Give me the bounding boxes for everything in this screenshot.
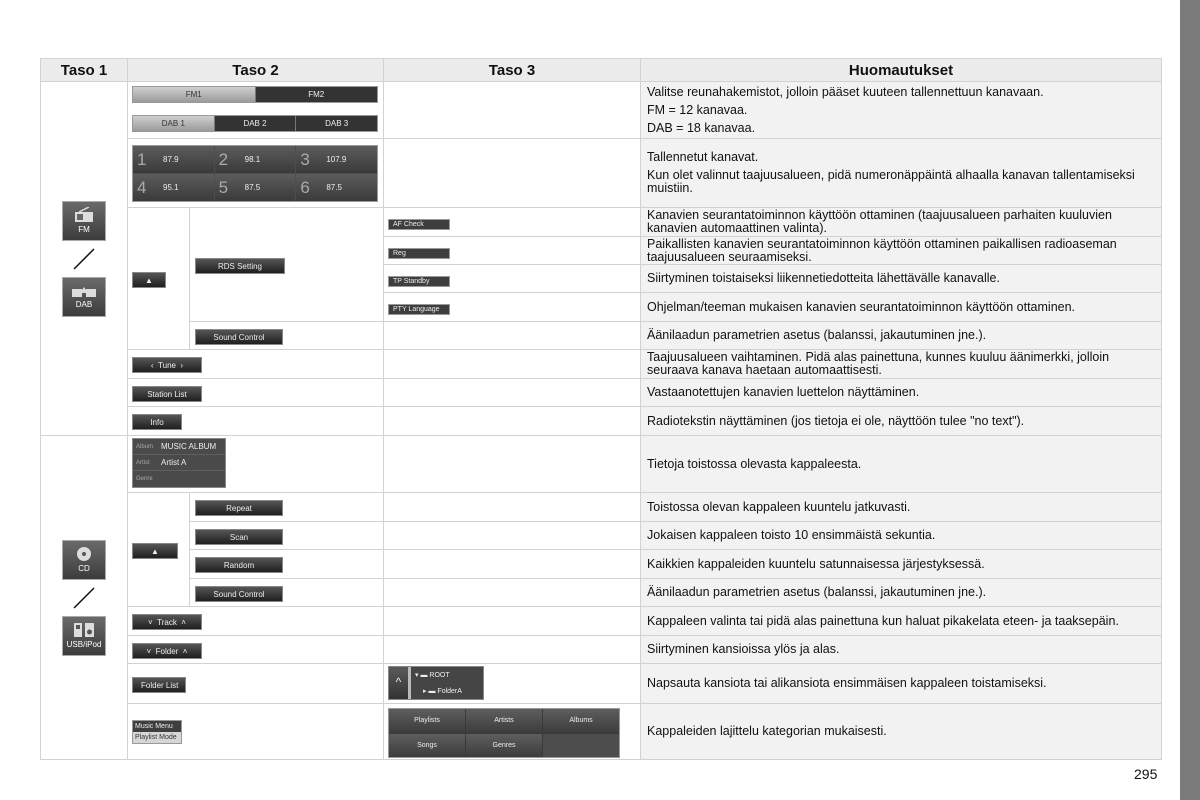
row-bands xyxy=(41,82,1162,139)
scan-cell xyxy=(190,522,384,550)
chevron-left-icon: ‹ xyxy=(150,361,154,370)
pty-cell xyxy=(384,293,641,322)
note-repeat: Toistossa olevan kappaleen kuuntelu jatkuvasti. xyxy=(641,493,1162,522)
note-sound-media: Äänilaadun parametrien asetus (balanssi, jakautuminen jne.). xyxy=(641,579,1162,607)
note-meta: Tietoja toistossa olevasta kappaleesta. xyxy=(641,436,1162,493)
row-station-list xyxy=(41,379,1162,407)
empty-level3 xyxy=(384,407,641,436)
band-fm2[interactable]: FM2 xyxy=(308,90,325,99)
random-button[interactable]: Random xyxy=(195,557,283,573)
band-fm1[interactable]: FM1 xyxy=(133,87,256,102)
meta-cell xyxy=(128,436,384,493)
media-up-cell xyxy=(128,493,190,607)
category-playlists[interactable]: Playlists xyxy=(389,709,465,733)
folder-up-button[interactable]: ^ xyxy=(389,667,411,699)
menu-table xyxy=(40,58,1162,760)
folder-tree-cell xyxy=(384,664,641,704)
fm-source-button[interactable] xyxy=(62,201,106,241)
radio-icon xyxy=(73,207,95,223)
empty-level3 xyxy=(384,82,641,139)
track-label: Track xyxy=(157,618,177,627)
dab-icon xyxy=(71,284,97,298)
dab-icon-label: DAB xyxy=(75,300,93,309)
preset-button[interactable] xyxy=(296,174,377,201)
radio-up-cell xyxy=(128,208,190,350)
category-genres[interactable]: Genres xyxy=(466,734,542,758)
header-level1: Taso 1 xyxy=(41,59,128,82)
slash-separator xyxy=(72,586,96,610)
slash-separator xyxy=(72,247,96,271)
info-cell xyxy=(128,407,384,436)
preset-frequency: 87.9 xyxy=(163,155,179,164)
cd-icon xyxy=(76,546,92,562)
band-dab1[interactable]: DAB 1 xyxy=(133,116,215,131)
chevron-down-icon: ˅ xyxy=(146,646,152,656)
note-tp-standby: Siirtyminen toistaiseksi liikennetiedotteita lähettävälle kanavalle. xyxy=(641,265,1162,293)
row-random xyxy=(41,550,1162,579)
folder-list-cell xyxy=(128,664,384,704)
empty-level3 xyxy=(384,436,641,493)
preset-number: 3 xyxy=(300,149,310,169)
category-songs[interactable]: Songs xyxy=(389,734,465,758)
category-empty xyxy=(543,734,619,758)
row-sound-radio xyxy=(41,322,1162,350)
tp-standby-cell xyxy=(384,265,641,293)
folder-list-button[interactable]: Folder List xyxy=(132,677,186,693)
chevron-up-icon: ˄ xyxy=(181,618,186,627)
preset-frequency: 87.5 xyxy=(326,183,342,192)
note-presets xyxy=(641,139,1162,208)
pty-language-button[interactable]: PTY Language xyxy=(388,304,450,315)
rds-setting-cell xyxy=(190,208,384,322)
empty-level3 xyxy=(384,550,641,579)
scan-button[interactable]: Scan xyxy=(195,529,283,545)
meta-key: Genre xyxy=(136,476,153,482)
row-info xyxy=(41,407,1162,436)
row-folder-list xyxy=(41,664,1162,704)
fm-icon-label: FM xyxy=(78,225,90,234)
preset-button[interactable] xyxy=(296,146,377,173)
empty-level3 xyxy=(384,139,641,208)
band-dab3[interactable]: DAB 3 xyxy=(325,119,349,128)
note-categories: Kappaleiden lajittelu kategorian mukaisesti. xyxy=(641,704,1162,760)
note-line: Valitse reunahakemistot, jolloin pääset kuuteen tallennettuun kanavaan. xyxy=(647,84,1044,99)
tune-label: Tune xyxy=(158,361,176,370)
empty-level3 xyxy=(384,579,641,607)
band-dab2[interactable]: DAB 2 xyxy=(215,116,297,131)
note-tune: Taajuusalueen vaihtaminen. Pidä alas painettuna, kunnes kuuluu äänimerkki, jolloin seuraava kanava haetaan automaattisesti. xyxy=(641,350,1162,379)
meta-value: Artist A xyxy=(161,458,187,467)
meta-key: Artist xyxy=(136,459,150,466)
categories-cell xyxy=(384,704,641,760)
music-menu-panel xyxy=(132,720,182,744)
preset-number: 4 xyxy=(137,177,147,197)
preset-button[interactable] xyxy=(215,174,296,201)
af-check-cell xyxy=(384,208,641,237)
note-bands xyxy=(641,82,1162,139)
radio-source-cell xyxy=(41,82,128,436)
row-scan xyxy=(41,522,1162,550)
preset-grid xyxy=(132,145,378,202)
repeat-button[interactable]: Repeat xyxy=(195,500,283,516)
row-sound-media xyxy=(41,579,1162,607)
expand-icon: ▾ xyxy=(415,672,419,679)
row-af-check xyxy=(41,208,1162,237)
row-track xyxy=(41,607,1162,636)
empty-level3 xyxy=(384,322,641,350)
empty-level3 xyxy=(384,350,641,379)
track-cell xyxy=(128,607,384,636)
folder-label: Folder xyxy=(155,646,179,656)
row-folder xyxy=(41,636,1162,664)
folder-tree-panel xyxy=(388,666,484,700)
preset-button[interactable] xyxy=(215,146,296,173)
reg-button[interactable]: Reg xyxy=(388,248,450,259)
up-arrow-button[interactable]: ▲ xyxy=(132,543,178,559)
header-level3: Taso 3 xyxy=(384,59,641,82)
dab-band-bar xyxy=(132,115,378,132)
sound-control-button[interactable]: Sound Control xyxy=(195,329,283,345)
sound-control-cell xyxy=(190,579,384,607)
note-line: Kun olet valinnut taajuusalueen, pidä numeronäppäintä alhaalla kanavan tallentamiseksi muistiin. xyxy=(647,168,1135,195)
random-cell xyxy=(190,550,384,579)
meta-artist-row xyxy=(133,455,225,471)
note-info: Radiotekstin näyttäminen (jos tietoja ei ole, näyttöön tulee "no text"). xyxy=(641,407,1162,436)
meta-value: MUSIC ALBUM xyxy=(161,442,217,451)
note-pty: Ohjelman/teeman mukaisen kanavien seurantatoiminnon käyttöön ottaminen. xyxy=(641,293,1162,322)
preset-frequency: 107.9 xyxy=(326,155,347,164)
playlist-mode-button[interactable]: Playlist Mode xyxy=(133,732,181,743)
folder-cell xyxy=(128,636,384,664)
station-list-button[interactable]: Station List xyxy=(132,386,202,402)
empty-level3 xyxy=(384,522,641,550)
tune-button[interactable] xyxy=(132,357,202,373)
folder-a-label: FolderA xyxy=(437,688,462,695)
folder-icon: ▬ xyxy=(428,688,436,695)
empty-level3 xyxy=(384,379,641,407)
presets-cell xyxy=(128,139,384,208)
sound-control-button[interactable]: Sound Control xyxy=(195,586,283,602)
meta-key: Album xyxy=(136,443,154,450)
collapse-icon: ▸ xyxy=(423,688,427,695)
note-station-list: Vastaanotettujen kanavien luettelon näyttäminen. xyxy=(641,379,1162,407)
meta-album-row xyxy=(133,439,225,455)
music-menu-cell xyxy=(128,704,384,760)
note-reg: Paikallisten kanavien seurantatoiminnon käyttöön ottaminen paikallisen radioaseman taajuusalueen seuraamiseksi. xyxy=(641,237,1162,265)
preset-number: 1 xyxy=(137,149,147,169)
note-folder-list: Napsauta kansiota tai alikansiota ensimmäisen kappaleen toistamiseksi. xyxy=(641,664,1162,704)
preset-frequency: 98.1 xyxy=(244,155,261,164)
note-sound-radio: Äänilaadun parametrien asetus (balanssi, jakautuminen jne.). xyxy=(641,322,1162,350)
dab-source-button[interactable] xyxy=(62,277,106,317)
note-random: Kaikkien kappaleiden kuuntelu satunnaisessa järjestyksessä. xyxy=(641,550,1162,579)
header-row xyxy=(41,59,1162,82)
sound-control-cell xyxy=(190,322,384,350)
rds-setting-button[interactable]: RDS Setting xyxy=(195,258,285,274)
usb-ipod-source-button[interactable] xyxy=(62,616,106,656)
category-grid xyxy=(388,708,620,758)
empty-level3 xyxy=(384,493,641,522)
reg-cell xyxy=(384,237,641,265)
folder-icon: ▬ xyxy=(420,672,428,679)
preset-button[interactable] xyxy=(133,146,214,173)
tp-standby-button[interactable]: TP Standby xyxy=(388,276,450,287)
category-artists[interactable]: Artists xyxy=(466,709,542,733)
folder-root-label: ROOT xyxy=(429,672,450,679)
row-tune xyxy=(41,350,1162,379)
row-meta xyxy=(41,436,1162,493)
preset-button[interactable] xyxy=(133,174,214,201)
row-presets xyxy=(41,139,1162,208)
music-menu-button[interactable]: Music Menu xyxy=(133,721,181,732)
usb-ipod-icon-label: USB/iPod xyxy=(66,640,102,649)
header-notes: Huomautukset xyxy=(641,59,1162,82)
empty-level3 xyxy=(384,636,641,664)
row-categories xyxy=(41,704,1162,760)
note-line: FM = 12 kanavaa. xyxy=(647,102,748,117)
folder-root-row[interactable] xyxy=(415,668,481,683)
preset-number: 6 xyxy=(300,177,310,197)
repeat-cell xyxy=(190,493,384,522)
note-folder: Siirtyminen kansioissa ylös ja alas. xyxy=(641,636,1162,664)
chevron-down-icon: ˅ xyxy=(148,618,153,627)
note-line: Tallennetut kanavat. xyxy=(647,150,759,164)
cd-source-button[interactable] xyxy=(62,540,106,580)
meta-genre-row xyxy=(133,471,225,487)
page-edge-tab xyxy=(1180,0,1200,800)
track-button[interactable] xyxy=(132,614,202,630)
station-list-cell xyxy=(128,379,384,407)
header-level2: Taso 2 xyxy=(128,59,384,82)
af-check-button[interactable]: AF Check xyxy=(388,219,450,230)
cd-icon-label: CD xyxy=(78,564,90,573)
info-button[interactable]: Info xyxy=(132,414,182,430)
preset-number: 2 xyxy=(218,149,229,169)
tune-cell xyxy=(128,350,384,379)
track-info-panel xyxy=(132,438,226,488)
preset-number: 5 xyxy=(218,177,229,197)
fm-band-bar xyxy=(132,86,378,103)
chevron-right-icon: › xyxy=(180,361,184,370)
media-source-cell xyxy=(41,436,128,760)
row-repeat xyxy=(41,493,1162,522)
folder-button[interactable] xyxy=(132,643,202,659)
usb-ipod-icon xyxy=(73,622,95,638)
note-line: DAB = 18 kanavaa. xyxy=(647,120,756,135)
page-number: 295 xyxy=(1134,766,1158,782)
note-af-check: Kanavien seurantatoiminnon käyttöön ottaminen (taajuusalueen parhaiten kuuluvien kanavien automaattinen valinta). xyxy=(641,208,1162,237)
folder-a-row[interactable] xyxy=(415,684,481,699)
category-albums[interactable]: Albums xyxy=(543,709,619,733)
preset-frequency: 87.5 xyxy=(244,183,261,192)
up-arrow-button[interactable]: ▲ xyxy=(132,272,166,288)
note-scan: Jokaisen kappaleen toisto 10 ensimmäistä sekuntia. xyxy=(641,522,1162,550)
note-track: Kappaleen valinta tai pidä alas painettuna kun haluat pikakelata eteen- ja taaksepäin. xyxy=(641,607,1162,636)
bands-cell xyxy=(128,82,384,139)
empty-level3 xyxy=(384,607,641,636)
preset-frequency: 95.1 xyxy=(163,183,179,192)
chevron-up-icon: ˄ xyxy=(182,646,188,656)
